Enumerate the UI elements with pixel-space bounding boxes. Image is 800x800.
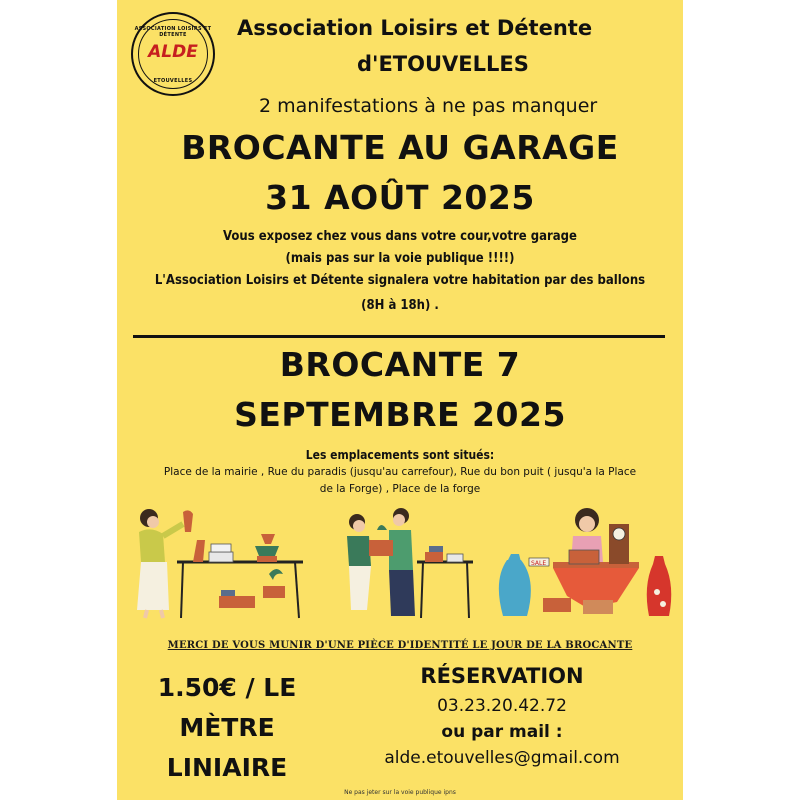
event2-title: BROCANTE 7	[279, 345, 521, 384]
event1-title: BROCANTE AU GARAGE	[181, 128, 619, 167]
logo-arc-top-text: ASSOCIATION LOISIRS ET DÉTENTE	[134, 26, 212, 38]
scene-couple-box	[347, 508, 473, 618]
scene-seller-stand	[499, 508, 671, 616]
locations-title: Les emplacements sont situés:	[305, 448, 495, 462]
event1-desc2: (mais pas sur la voie publique !!!!)	[285, 251, 515, 266]
id-notice: MERCI DE VOUS MUNIR D'UNE PIÈCE D'IDENTITÉ LE JOUR DE LA BROCANTE	[167, 640, 633, 651]
divider	[133, 335, 665, 338]
tagline: 2 manifestations à ne pas manquer	[259, 95, 598, 117]
event1-desc3: L'Association Loisirs et Détente signalera votre habitation par des ballons	[154, 273, 646, 288]
header-line1: Association Loisirs et Détente	[237, 16, 593, 40]
reservation-or-mail: ou par mail :	[441, 722, 563, 742]
header-line2: d'ETOUVELLES	[357, 52, 529, 76]
price-line2: MÈTRE	[179, 713, 275, 742]
price-line3: LINIAIRE	[166, 753, 288, 782]
logo-name: ALDE	[148, 42, 198, 62]
event1-date: 31 AOÛT 2025	[265, 178, 535, 217]
event1-desc4: (8H à 18h) .	[361, 298, 439, 313]
reservation-email: alde.etouvelles@gmail.com	[384, 748, 620, 768]
event1-desc1: Vous exposez chez vous dans votre cour,votre garage	[223, 229, 577, 244]
logo-arc-bottom-text: ETOUVELLES	[153, 78, 193, 84]
price-line1: 1.50€ / LE	[157, 673, 297, 702]
reservation-title: RÉSERVATION	[420, 664, 584, 688]
alde-logo	[131, 12, 215, 96]
footer-note: Ne pas jeter sur la voie publique ipns	[344, 789, 456, 796]
locations-line1: Place de la mairie , Rue du paradis (jusqu'au carrefour), Rue du bon puit ( jusqu'a la Place	[163, 466, 637, 478]
sale-tag: SALE	[531, 560, 547, 567]
locations-line2: de la Forge) , Place de la forge	[319, 483, 481, 495]
poster	[117, 0, 683, 800]
event2-date: SEPTEMBRE 2025	[234, 395, 566, 434]
reservation-phone: 03.23.20.42.72	[437, 696, 567, 716]
brocante-illustration	[117, 500, 683, 630]
scene-woman-vase	[137, 509, 303, 618]
